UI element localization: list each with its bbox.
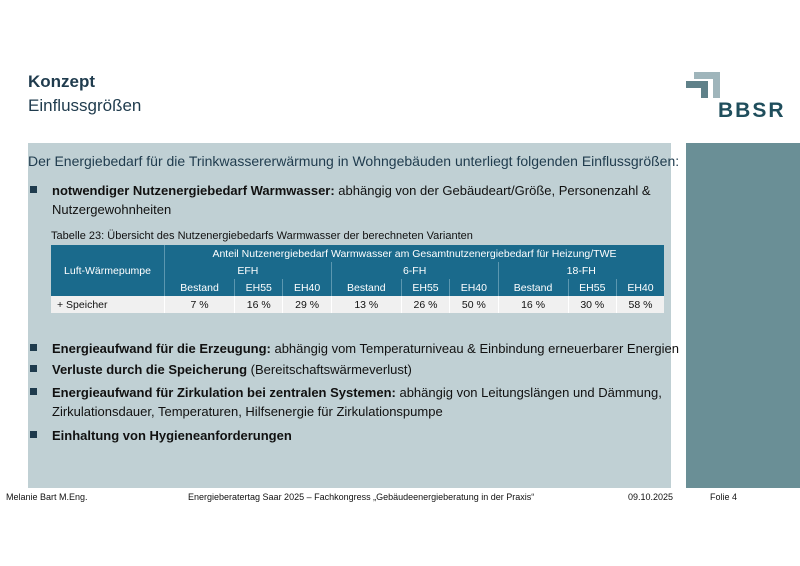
bullet-text-line2: Zirkulationsdauer, Temperaturen, Hilfsenergie für Zirkulationspumpe [52, 404, 443, 419]
footer-event: Energieberatertag Saar 2025 – Fachkongress „Gebäudeenergieberatung in der Praxis“ [188, 492, 535, 502]
table-cell: 26 % [401, 296, 449, 313]
subheader-cell: EH40 [616, 279, 664, 296]
subheader-cell: EH40 [450, 279, 498, 296]
bullet-marker [30, 388, 37, 395]
group-header-cell: 18-FH [498, 262, 664, 279]
bullet-marker [30, 344, 37, 351]
footer-slide-number: Folie 4 [710, 492, 738, 502]
row-header-cell: Luft-Wärmepumpe [51, 245, 165, 296]
bbsr-logo-mark-icon [686, 72, 726, 102]
side-bar [686, 143, 800, 488]
bullet-marker [30, 365, 37, 372]
row-label-cell: + Speicher [51, 296, 165, 313]
bullet-bold: Energieaufwand für die Erzeugung: [52, 341, 271, 356]
subheader-cell: Bestand [165, 279, 235, 296]
bullet-marker [30, 431, 37, 438]
group-header-cell: EFH [165, 262, 332, 279]
slide-title: Konzept [28, 72, 96, 91]
intro-text: Der Energiebedarf für die Trinkwassererwärmung in Wohngebäuden unterliegt folgenden Einflussgrößen: [28, 153, 680, 169]
subheader-cell: EH55 [235, 279, 283, 296]
bullet-text: abhängig vom Temperaturniveau & Einbindung erneuerbarer Energien [270, 341, 679, 356]
subheader-cell: EH40 [283, 279, 331, 296]
subheader-cell: EH55 [568, 279, 616, 296]
group-header-cell: 6-FH [331, 262, 498, 279]
footer-author: Melanie Bart M.Eng. [6, 492, 88, 502]
subheader-cell: Bestand [331, 279, 401, 296]
table-cell: 16 % [498, 296, 568, 313]
table-cell: 7 % [165, 296, 235, 313]
footer-date: 09.10.2025 [628, 492, 674, 502]
table-cell: 58 % [616, 296, 664, 313]
bullet-text: abhängig von der Gebäudeart/Größe, Personenzahl & [334, 183, 651, 198]
bullet-text: abhängig von Leitungslängen und Dämmung, [395, 385, 662, 400]
table-cell: 50 % [450, 296, 498, 313]
table-cell: 13 % [331, 296, 401, 313]
main-header-cell: Anteil Nutzenergiebedarf Warmwasser am Gesamtnutzenergiebedarf für Heizung/TWE [165, 245, 665, 262]
bullet-bold: Verluste durch die Speicherung [52, 362, 248, 377]
table-caption: Tabelle 23: Übersicht des Nutzenergiebedarfs Warmwasser der berechneten Varianten [51, 230, 473, 242]
bullet-marker [30, 186, 37, 193]
table-cell: 16 % [235, 296, 283, 313]
table-cell: 29 % [283, 296, 331, 313]
data-table [51, 245, 664, 313]
subheader-cell: EH55 [401, 279, 449, 296]
bullet-bold: Energieaufwand für Zirkulation bei zentralen Systemen: [52, 385, 396, 400]
bbsr-logo-text: BBSR [718, 99, 786, 122]
bullet-bold: Einhaltung von Hygieneanforderungen [52, 428, 292, 443]
bullet-text: (Bereitschaftswärmeverlust) [247, 362, 412, 377]
table-cell: 30 % [568, 296, 616, 313]
subheader-cell: Bestand [498, 279, 568, 296]
table-row [51, 296, 664, 313]
slide-subtitle: Einflussgrößen [28, 96, 142, 115]
bullet-text-line2: Nutzergewohnheiten [52, 202, 172, 217]
bullet-bold: notwendiger Nutzenergiebedarf Warmwasser: [52, 183, 335, 198]
